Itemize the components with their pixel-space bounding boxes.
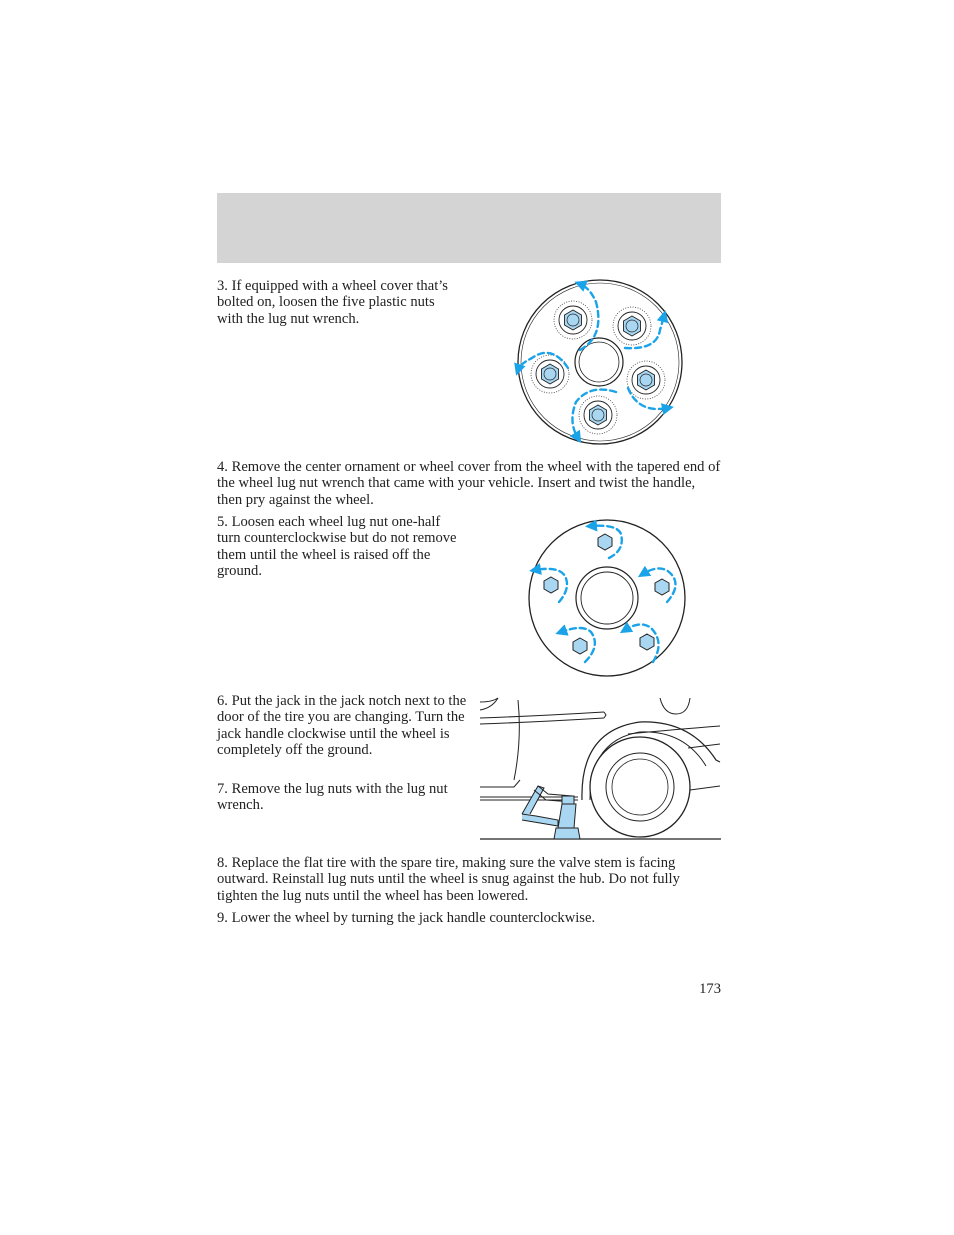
lug-nut-top xyxy=(598,534,612,550)
step-5-text: 5. Loosen each wheel lug nut one-half turn counterclockwise but do not remove them until the wheel is raised off the ground. xyxy=(217,514,457,580)
lug-nut-right xyxy=(655,579,669,595)
scissor-jack xyxy=(554,796,580,839)
step-6-text: 6. Put the jack in the jack notch next to the door of the tire you are changing. Turn the jack handle clockwise until the wheel is completely off the ground. xyxy=(217,693,467,759)
page-number: 173 xyxy=(699,981,721,997)
step-7-text: 7. Remove the lug nuts with the lug nut wrench. xyxy=(217,781,448,814)
wheel-cover-figure xyxy=(510,278,690,448)
lug-nut-bottom-right xyxy=(640,634,654,650)
step-9-text: 9. Lower the wheel by turning the jack handle counterclockwise. xyxy=(217,910,596,926)
step-8-text: 8. Replace the flat tire with the spare tire, making sure the valve stem is facing outward. Reinstall lug nuts until the wheel is snug against the hub. Do not fully tighten the lug nuts until the wheel has been lowered. xyxy=(217,855,680,904)
wheel-rim xyxy=(606,753,674,821)
lug-nut-left xyxy=(544,577,558,593)
section-header-band xyxy=(217,193,721,263)
lug-nut-bottom-left xyxy=(573,638,587,654)
jack-figure xyxy=(478,690,723,842)
step-4-text: 4. Remove the center ornament or wheel cover from the wheel with the tapered end of the wheel lug nut wrench that came with your vehicle. Insert and twist the handle, then pry against the wheel. xyxy=(217,459,721,508)
step-3-text: 3. If equipped with a wheel cover that’s bolted on, loosen the five plastic nuts with the lug nut wrench. xyxy=(217,278,448,327)
lug-nuts-figure xyxy=(525,514,690,680)
